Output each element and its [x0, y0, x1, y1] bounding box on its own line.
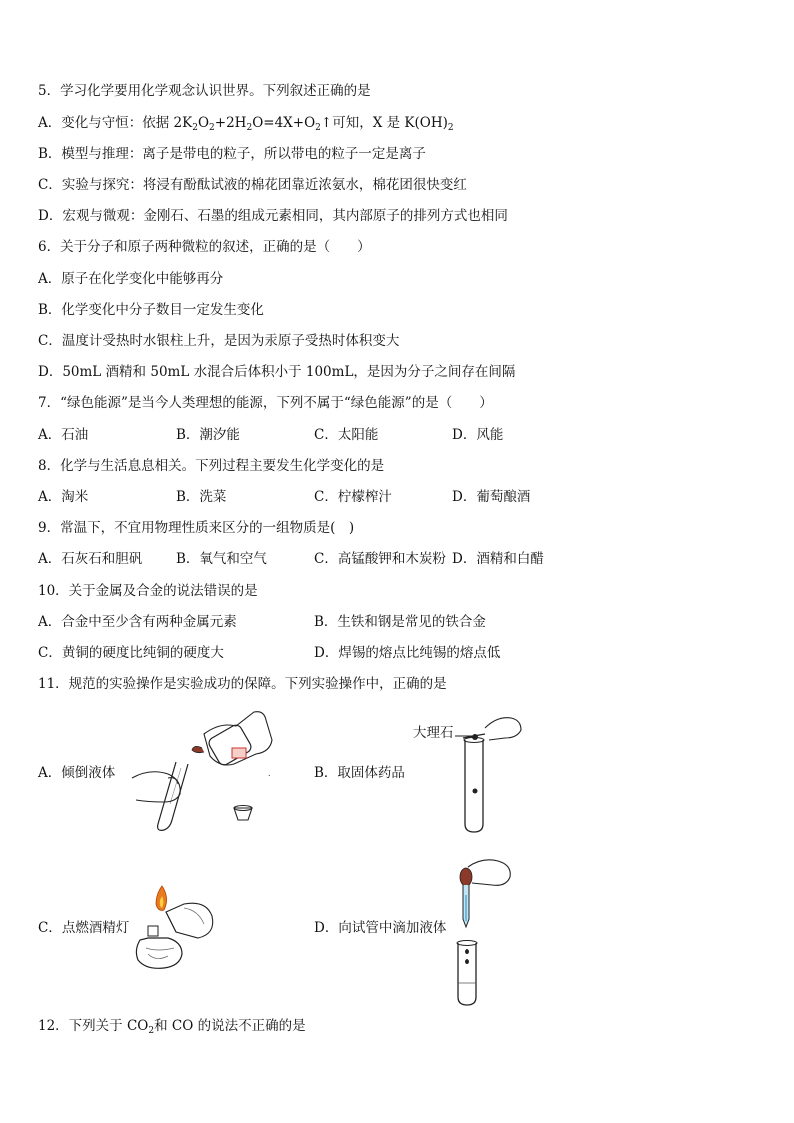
- q6-option-d: D．50mL 酒精和 50mL 水混合后体积小于 100mL，是因为分子之间存在间隔: [38, 364, 516, 380]
- q9-option-d: D．酒精和白醋: [452, 551, 544, 567]
- alcohol-lamp-illustration: [128, 882, 218, 974]
- q8-option-a: A．淘米: [38, 489, 89, 505]
- q7-option-b: B．潮汐能: [176, 427, 240, 443]
- q6-option-c: C．温度计受热时水银柱上升，是因为汞原子受热时体积变大: [38, 333, 400, 349]
- q7-option-c: C．太阳能: [314, 427, 379, 443]
- q7-stem: 7．“绿色能源”是当今人类理想的能源，下列不属于“绿色能源”的是（ ）: [38, 395, 493, 411]
- q5-option-a: A．变化与守恒：依据 $2K_2O_2+2H_2O=4X+O_2↑$可知，X 是 $K(OH)_2$: [38, 115, 454, 133]
- q9-option-b: B．氧气和空气: [176, 551, 267, 567]
- pouring-liquid-illustration: [124, 704, 274, 832]
- solid-reagent-illustration: [455, 712, 525, 834]
- q10-option-c: C．黄铜的硬度比纯铜的硬度大: [38, 645, 224, 661]
- q9-option-c: C．高锰酸钾和木炭粉: [314, 551, 446, 567]
- q5-stem: 5．学习化学要用化学观念认识世界。下列叙述正确的是: [38, 83, 371, 99]
- q7-option-a: A．石油: [38, 427, 89, 443]
- q9-option-a: A．石灰石和胆矾: [38, 551, 143, 567]
- q6-stem: 6．关于分子和原子两种微粒的叙述，正确的是（ ）: [38, 239, 371, 255]
- q6-option-b: B．化学变化中分子数目一定发生变化: [38, 302, 264, 318]
- q12-stem: 12．下列关于 $CO_2$和 CO 的说法不正确的是: [38, 1018, 306, 1036]
- q6-option-a: A．原子在化学变化中能够再分: [38, 271, 224, 287]
- q10-option-b: B．生铁和钢是常见的铁合金: [314, 614, 486, 630]
- q10-option-a: A．合金中至少含有两种金属元素: [38, 614, 237, 630]
- q5-option-c: C．实验与探究：将浸有酚酞试液的棉花团靠近浓氨水，棉花团很快变红: [38, 177, 467, 193]
- q11-option-c: C．点燃酒精灯: [38, 920, 130, 936]
- q8-option-c: C．柠檬榨汁: [314, 489, 392, 505]
- q11-option-b: B．取固体药品: [314, 765, 405, 781]
- dropper-illustration: [448, 855, 514, 1007]
- q11-option-a: A．倾倒液体: [38, 765, 116, 781]
- q9-stem: 9．常温下，不宜用物理性质来区分的一组物质是( ): [38, 520, 355, 536]
- q5-option-d: D．宏观与微观：金刚石、石墨的组成元素相同，其内部原子的排列方式也相同: [38, 208, 508, 224]
- svg-text:.: .: [268, 769, 271, 778]
- q11-stem: 11．规范的实验操作是实验成功的保障。下列实验操作中，正确的是: [38, 676, 447, 692]
- q8-option-d: D．葡萄酿酒: [452, 489, 531, 505]
- q5-option-b: B．模型与推理：离子是带电的粒子，所以带电的粒子一定是离子: [38, 146, 426, 162]
- q10-stem: 10．关于金属及合金的说法错误的是: [38, 583, 258, 599]
- q8-stem: 8．化学与生活息息相关。下列过程主要发生化学变化的是: [38, 458, 385, 474]
- q11-option-d: D．向试管中滴加液体: [314, 920, 447, 936]
- q10-option-d: D．焊锡的熔点比纯锡的熔点低: [314, 645, 501, 661]
- marble-label: 大理石: [413, 725, 454, 741]
- q8-option-b: B．洗菜: [176, 489, 227, 505]
- q7-option-d: D．风能: [452, 427, 504, 443]
